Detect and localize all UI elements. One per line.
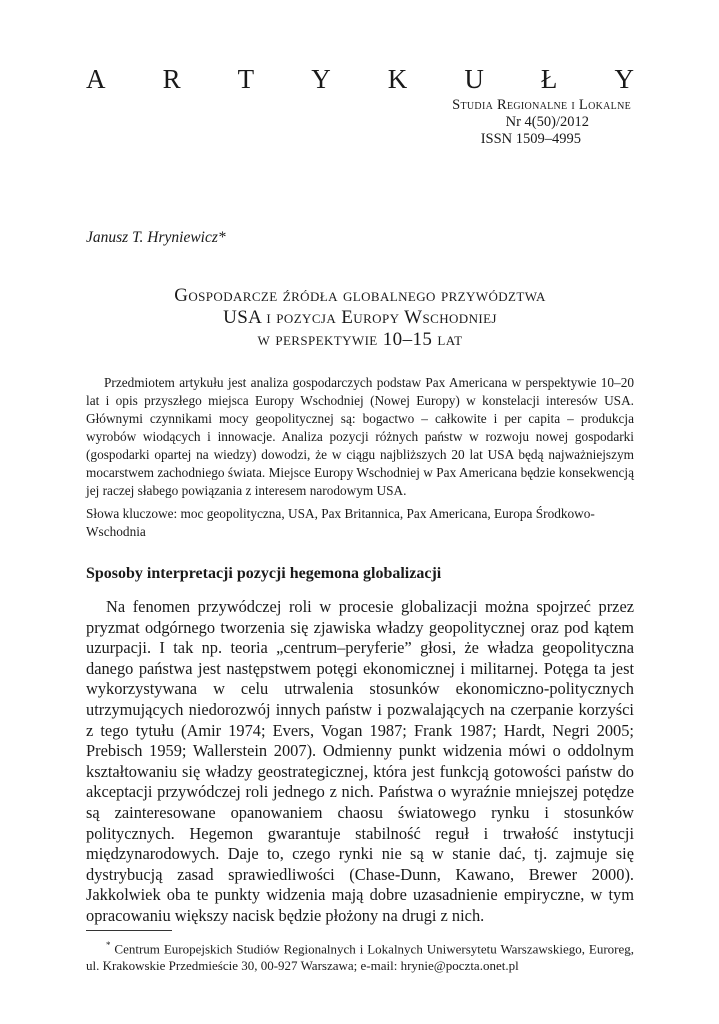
section-letter: T: [237, 64, 255, 94]
title-line: w perspektywie 10–15 lat: [257, 329, 463, 350]
section-heading: Sposoby interpretacji pozycji hegemona globalizacji: [86, 565, 442, 582]
journal-name: Studia Regionalne i Lokalne: [452, 97, 631, 113]
body-paragraph: Na fenomen przywódczej roli w procesie globalizacji można spojrzeć przez pryzmat odgórnego tworzenia się zjawiska władzy geopolitycznej oraz pod kątem uzurpacji. I tak np. teoria „centrum–peryferie” głosi, że władza geopolityczna danego państwa jest następstwem potęgi ekonomicznej i militarnej. Potęga ta jest wykorzystywana w celu utrwalenia stosunków ekonomiczno-politycznych utrzymujących niedorozwój innych państw i pozwalających na czerpanie korzyści z tego tytułu (Amir 1974; Evers, Vogan 1987; Frank 1987; Hardt, Negri 2005; Prebisch 1959; Wallerstein 2007). Odmienny punkt widzenia mówi o oddolnym kształtowaniu się władzy geostrategicznej, która jest funkcją gotowości państw do akceptacji przywódczej roli jednego z nich. Państwa o wyraźnie mniejszej potędze są zainteresowane opanowaniem chaosu światowego rynku i stosunków politycznych. Hegemon gwarantuje stabilność reguł i trwałość instytucji międzynarodowych. Daje to, czego rynki nie są w stanie dać, tj. zajmuje się dystrybucją zasad sprawiedliwości (Chase-Dunn, Kawano, Brewer 2000). Jakkolwiek oba te punkty widzenia mają dobre uzasadnienie empiryczne, w tym opracowaniu większy nacisk będzie płożony na drugi z nich.: [86, 597, 634, 925]
footnote-marker: *: [106, 940, 111, 950]
footnote-text: Centrum Europejskich Studiów Regionalnych i Lokalnych Uniwersytetu Warszawskiego, Euroreg, ul. Krakowskie Przedmieście 30, 00-927 Warszawa; e-mail: hrynie@poczta.onet.pl: [86, 941, 634, 974]
section-label: [86, 64, 634, 94]
author: Janusz T. Hryniewicz*: [86, 229, 226, 246]
footnote-rule: [86, 930, 172, 931]
abstract-text: Przedmiotem artykułu jest analiza gospodarczych podstaw Pax Americana w perspektywie 10–20 lat i opis przyszłego miejsca Europy Wschodniej (Nowej Europy) w konstelacji interesów USA. Głównymi czynnikami mocy geopolitycznej są: bogactwo – całkowite i per capita – produkcja wyrobów wiodących i innowacje. Analiza pozycji różnych państw w rozwoju nowej gospodarki (gospodarki opartej na wiedzy) dowodzi, że w ciągu najbliższych 20 lat USA będą najważniejszym mocarstwem zachodniego świata. Miejsce Europy Wschodniej w Pax Americana będzie konsekwencją jej raczej słabego powiązania z interesem narodowym USA.: [86, 375, 634, 498]
footnote: [86, 937, 634, 974]
abstract: [86, 374, 634, 500]
section-letter: A: [86, 64, 106, 94]
keywords: Słowa kluczowe: moc geopolityczna, USA, Pax Britannica, Pax Americana, Europa Środkowo-Wschodnia: [86, 506, 595, 539]
body-text: [86, 597, 634, 927]
section-letter: Y: [311, 64, 331, 94]
section-letter: U: [464, 64, 484, 94]
journal-info: [452, 97, 631, 148]
title-line: USA i pozycja Europy Wschodniej: [223, 307, 497, 328]
title-line: Gospodarcze źródła globalnego przywództwa: [174, 285, 546, 306]
section-letter: Y: [614, 64, 634, 94]
section-letter: Ł: [540, 64, 558, 94]
section-letter: K: [387, 64, 408, 94]
article-title: [86, 285, 634, 351]
journal-issn: ISSN 1509–4995: [480, 131, 581, 147]
section-letter: R: [162, 64, 181, 94]
journal-issue: Nr 4(50)/2012: [505, 114, 589, 130]
